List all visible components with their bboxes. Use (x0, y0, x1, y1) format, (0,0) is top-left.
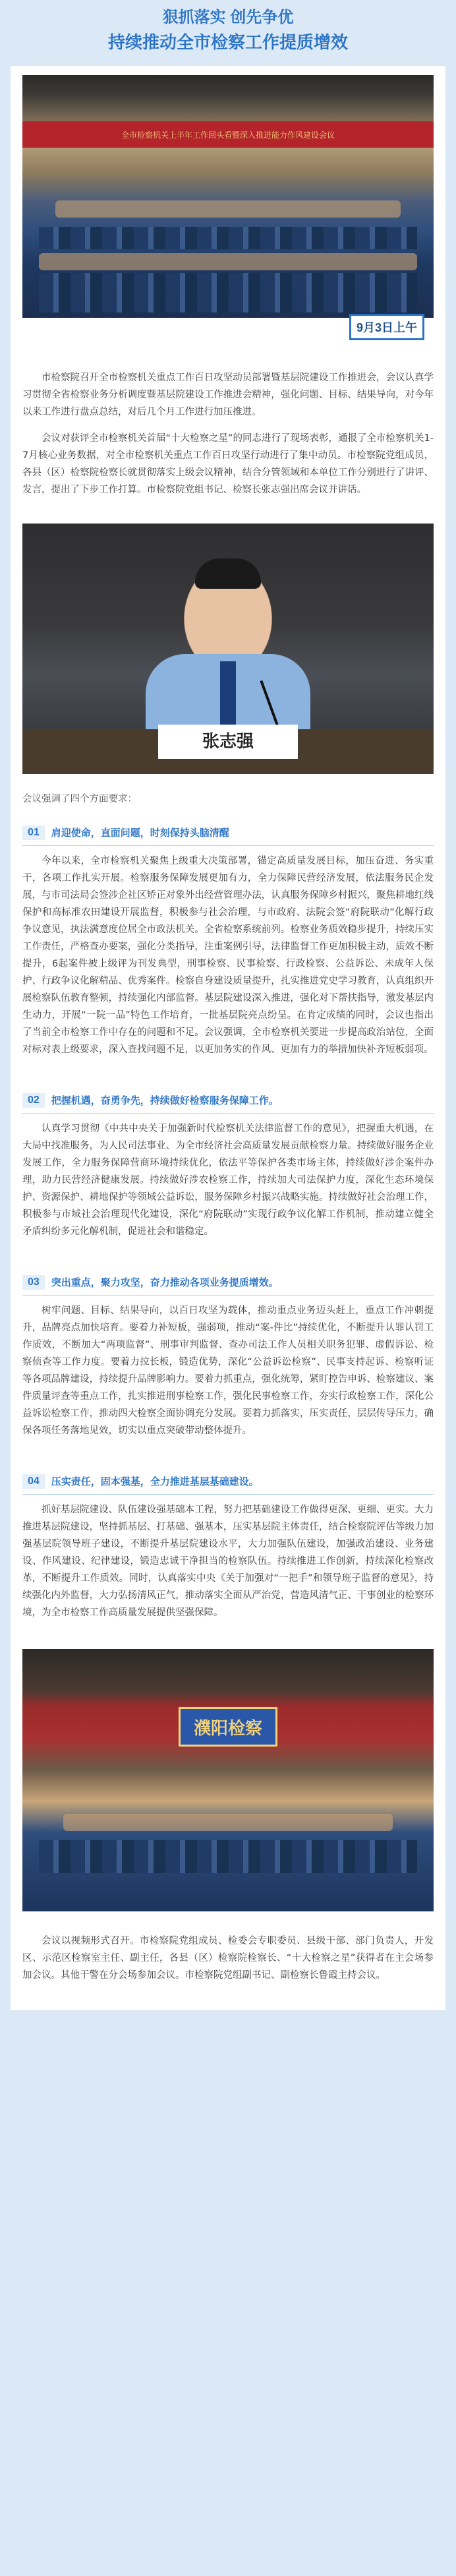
section-3 (11, 1259, 445, 1458)
headline-line-2: 持续推动全市检察工作提质增效 (107, 32, 348, 52)
section-1-heading (22, 820, 434, 846)
section-2-body (22, 1120, 434, 1252)
section-3-number: 03 (22, 1275, 45, 1290)
intro-paragraph-1: 市检察院召开全市检察机关重点工作百日攻坚动员部署暨基层院建设工作推进会，会议认真学习贯彻全省检察业务分析调度暨基层院建设工作推进会精神，强化问题、目标、结果导向，对今年以来工作进行盘点总结，对后几个月工作进行加压推进。 (22, 373, 434, 417)
section-1-text: 今年以来，全市检察机关聚焦上级重大决策部署，锚定高质量发展目标，加压奋进、务实重干，各项工作扎实开展。检察服务保障发展更加有力，全力保障民营经济发展，依法服务民企发展，与市司法局会签涉企社区矫正对象外出经营管理办法，认真服务保障乡村振兴，聚焦耕地红线保护和高标准农田建设开展监督，积极参与社会治理，与市政府、法院会签“府院联动”化解行政争议意见，执法满意度位居全市政法机关。全省检察系统前列。检察业务质效稳步提升，持续压实工作责任，严格查办要案，强化分类指导，注重案例引导，法律监督工作更加积极主动，质效不断提升，6起案件被上级评为刊发典型，刑事检察、民事检察、行政检察、公益诉讼、未成年人保护、行政争议化解精品、优秀案件。检察自身建设质量提升，扎实推进党史学习教育，认真组织开展检察队伍教育整顿，持续强化内部监督。基层院建设深入推进，强化对下帮扶指导，激发基层内生动力，开展“一院一品”特色工作培育，一批基层院亮点纷呈。在肯定成绩的同时，会议也指出了当前全市检察工作中存在的问题和不足。会议强调，全市检察机关要进一步提高政治站位，全面对标对表上级要求，深入查找问题不足，以更加务实的作风、更加有力的举措加快补齐短板弱项。 (22, 856, 434, 1055)
intro-paragraph-2: 会议对获评全市检察机关首届“十大检察之星”的同志进行了现场表彰，通报了全市检察机关1-7月核心业务数据，对全市检察机关重点工作百日攻坚行动进行了集中动员。市检察院党组成员，各县（区）检察院检察长就贯彻落实上级会议精神，结合分管领域和本单位工作分别进行了讲评、发言，提出了下步工作打算。市检察院党组书记、检察长张志强出席会议并讲话。 (22, 433, 434, 495)
requirements-caption: 会议强调了四个方面要求： (22, 794, 137, 804)
closing-paragraph: 会议以视频形式召开。市检察院党组成员、检委会专职委员、县级干部、部门负责人，开发区、示范区检察室主任、副主任，各县（区）检察院检察长、“十大检察之星”获得者在主会场参加会议。其他干警在分会场参加会议。市检察院党组副书记、副检察长鲁霞主持会议。 (22, 1936, 434, 1981)
section-3-heading (22, 1269, 434, 1296)
section-1-body (22, 853, 434, 1070)
desk-row (39, 253, 417, 270)
closing-card (11, 1921, 445, 2010)
meeting-photo-frame (11, 66, 445, 356)
section-3-text: 树牢问题、目标、结果导向，以百日攻坚为载体，推动重点业务迈头赶上，重点工作冲刺提升，品牌亮点加快培育。要着力补短板，强弱项，推动“案-件比”持续优化，不断提升认罪认罚工作质效，不断加大“两项监督”、刑事审判监督、查办司法工作人员相关职务犯罪、虚假诉讼、检察侦查等工作力度。要着力拉长板，锻造优势，深化“公益诉讼检察”、民事支持起诉、检察听证等各项品牌建设，持续提升品牌影响力。要着力抓重点，强化统筹，紧盯控告申诉、检察建议、案件质量评查等重点工作，扎实推进刑事检察工作，强化民事检察工作，夯实行政检察工作，深化公益诉讼检察工作，推动四大检察全面协调充分发展。要着力抓落实，压实责任，层层传导压力，确保各项任务落地见效，切实以重点突破带动整体提升。 (22, 1305, 434, 1436)
intro-card (11, 356, 445, 514)
section-1 (11, 809, 445, 1077)
caption-card (11, 783, 445, 809)
speaker-photo-frame (11, 514, 445, 783)
headline-line-1: 狠抓落实 创先争优 (162, 9, 294, 26)
intro-text (11, 356, 445, 514)
meeting-banner-text: 全市检察机关上半年工作回头看暨深入推进能力作风建设会议 (121, 131, 335, 138)
meeting2-photo-frame (11, 1640, 445, 1921)
attendees-row (39, 273, 417, 313)
desk-row (63, 1814, 392, 1831)
desk-row (55, 200, 401, 218)
speaker-hair (195, 558, 261, 589)
speaker-nameplate: 张志强 (158, 725, 298, 759)
date-tag-wrap (22, 318, 434, 347)
meeting-hall-photo (22, 75, 434, 318)
section-2-number: 02 (22, 1093, 45, 1108)
section-2-text: 认真学习贯彻《中共中央关于加强新时代检察机关法律监督工作的意见》，把握重大机遇，在大局中找准服务，为人民司法事业、为全市经济社会高质量发展贡献检察力量。持续做好服务企业发展工作，全力服务保障营商环境持续优化，依法平等保护各类市场主体，持续做好涉企案件办理，助力民营经济健康发展。持续做好涉农检察工作，持续加大司法保护力度，深化生态环境保护、资源保护、耕地保护等领域公益诉讼，服务保障乡村振兴战略实施。持续做好社会治理工作，积极参与市域社会治理现代化建设，深化“府院联动”实现行政争议化解工作机制，推动建立健全矛盾纠纷多元化解机制，促进社会和谐稳定。 (22, 1123, 434, 1237)
meeting-room-photo (22, 1649, 434, 1911)
speaker-tie (220, 661, 237, 727)
section-4-body (22, 1501, 434, 1633)
section-4-number: 04 (22, 1474, 45, 1489)
section-1-number: 01 (22, 825, 45, 840)
article-header (0, 0, 456, 66)
section-4-title: 压实责任，固本强基，全力推进基层基础建设。 (51, 1476, 259, 1487)
section-4-heading (22, 1468, 434, 1495)
attendees-row (39, 1840, 417, 1873)
section-1-title: 肩迎使命，直面问题，时刻保持头脑清醒 (51, 827, 229, 839)
section-2-heading (22, 1087, 434, 1114)
section-3-title: 突出重点，聚力攻坚，奋力推动各项业务提质增效。 (51, 1276, 279, 1288)
section-3-body (22, 1302, 434, 1451)
section-2-title: 把握机遇，奋勇争先，持续做好检察服务保障工作。 (51, 1094, 279, 1106)
section-2 (11, 1077, 445, 1259)
section-4-text: 抓好基层院建设、队伍建设强基础本工程，努力把基础建设工作做得更深、更细、更实。大力推进基层院建设，坚持抓基层、打基础、强基本，压实基层院主体责任，结合检察院评估等级力加强基层院领导班子建设，不断提升基层院建设水平，大力加强队伍建设，加强政治建设、业务建设、作风建设、纪律建设，锻造忠诚干净担当的检察队伍。持续推进工作创新，持续深化检察改革，不断提升工作质效。同时，认真落实中央《关于加强对“一把手”和领导班子监督的意见》，持续强化内外监督，大力弘扬清风正气，推动落实全面从严治党，营造风清气正、干事创业的检察环境，为全市检察工作高质量发展提供坚强保障。 (22, 1505, 434, 1618)
section-4 (11, 1458, 445, 1640)
procuratorate-sign: 濮阳检察 (179, 1707, 277, 1747)
date-tag: 9月3日上午 (349, 314, 424, 340)
attendees-row (39, 227, 417, 249)
speaker-photo (22, 524, 434, 774)
